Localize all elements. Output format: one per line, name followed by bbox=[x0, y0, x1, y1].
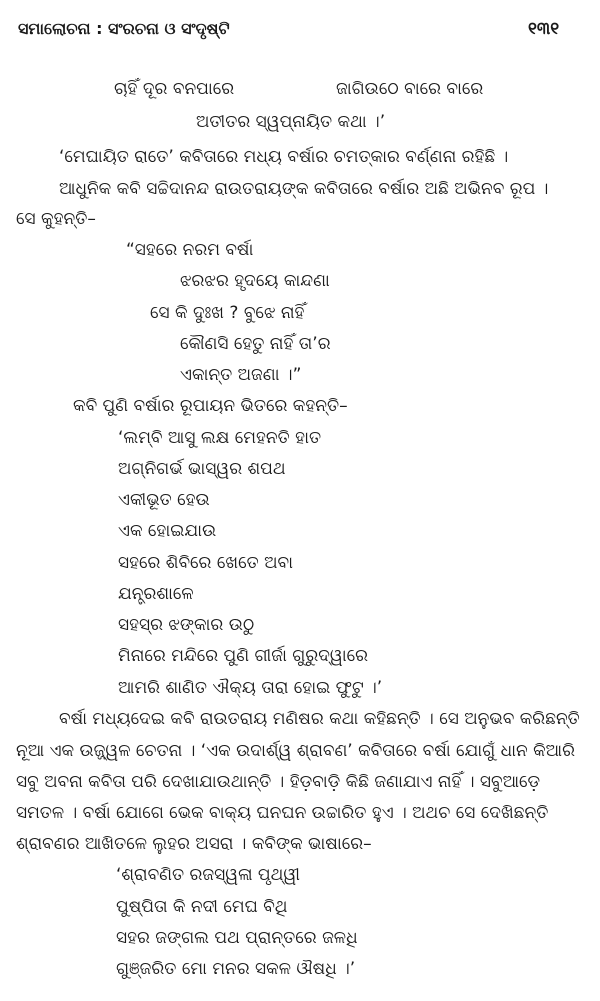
verse-line: ଅଗ୍ନିଗର୍ଭ ଭାସ୍ୱର ଶପଥ bbox=[118, 459, 286, 479]
verse-line: ଏକ ହୋଇଯାଉ bbox=[118, 521, 217, 541]
verse-line: ସହସ୍ର ଝଙ୍କାର ଉଠୁ bbox=[118, 615, 255, 635]
verse-line: କୌଣସି ହେତୁ ନାହିଁ ତା’ର bbox=[180, 334, 331, 354]
running-title: ସମାଲୋଚନା : ସଂରଚନା ଓ ସଂଦୃଷ୍ଟି bbox=[18, 19, 230, 38]
verse-line: ଏକାନ୍ତ ଅଜଣା ।” bbox=[180, 365, 302, 385]
paragraph-line: ସେ କୁହନ୍ତି– bbox=[16, 209, 96, 229]
paragraph-line: ସବୁ ଅବନା କବିତା ପରି ଦେଖାଯାଉଥାନ୍ତି । ହିଡ଼ବାଡ଼ି କିଛି ଜଣାଯାଏ ନାହିଁ । ସବୁଆଡ଼େ bbox=[16, 772, 541, 792]
verse-line: ଜାଗିଉଠେ ବାରେ ବାରେ bbox=[336, 79, 484, 99]
paragraph-line: ବର୍ଷା ମଧ୍ୟଦେଇ କବି ରାଉତରାୟ ମଣିଷର କଥା କହିଛନ୍ତି । ସେ ଅନୁଭବ କରିଛନ୍ତି bbox=[59, 709, 580, 729]
verse-line: ସେ କି ଦୁଃଖ ? ବୁଝେ ନାହିଁ bbox=[150, 303, 305, 323]
verse-line: ‘ଲମ୍ବି ଆସୁ ଲକ୍ଷ ମେହନତି ହାତ bbox=[118, 428, 322, 448]
paragraph-line: ସମତଳ । ବର୍ଷା ଯୋଗେ ଭେକ ବାକ୍ୟ ଘନଘନ ଉଚ୍ଚାରିତ ହୁଏ । ଅଥଚ ସେ ଦେଖିଛନ୍ତି bbox=[16, 803, 549, 823]
verse-line: ମିନାରେ ମନ୍ଦିରେ ପୁଣି ଗୀର୍ଜା ଗୁରୁଦ୍ୱାରେ bbox=[118, 646, 369, 666]
verse-line: ଏକୀଭୂତ ହେଉ bbox=[118, 490, 210, 510]
verse-line: ଆମରି ଶାଣିତ ଐକ୍ୟ ତାରା ହୋଇ ଫୁଟୁ ।’ bbox=[118, 678, 383, 698]
verse-line: ସହରେ ଶିବିରେ ଖେତେ ଅବା bbox=[118, 553, 294, 573]
verse-line: ପୁଷ୍ପିତା କି ନଦୀ ମେଘ ବିଥି bbox=[116, 897, 288, 917]
verse-line: ଅତୀତର ସ୍ୱପ୍ନାୟିତ କଥା ।’ bbox=[196, 112, 386, 132]
verse-line: ଝରଝର ହୃଦୟେ କାନ୍ଦଣା bbox=[180, 271, 330, 291]
verse-line: ସହର ଜଙ୍ଗଲ ପଥ ପ୍ରାନ୍ତରେ ଜଳଧି bbox=[116, 928, 358, 948]
paragraph-line: କବି ପୁଣି ବର୍ଷାର ରୂପାୟନ ଭିତରେ କହନ୍ତି– bbox=[73, 396, 348, 416]
verse-line: “ସହରେ ନରମ ବର୍ଷା bbox=[126, 240, 254, 260]
verse-line: ଗୁଞ୍ଜରିତ ମୋ ମନର ସକଳ ଔଷଧି ।’ bbox=[116, 959, 356, 979]
verse-line: ଚାହିଁ ଦୂର ବନପାରେ bbox=[114, 79, 235, 99]
paragraph-line: ‘ମେଘାୟିତ ରାତେ’ କବିତାରେ ମଧ୍ୟ ବର୍ଷାର ଚମତ୍କାର ବର୍ଣ୍ଣନା ରହିଛି । bbox=[59, 147, 509, 167]
verse-line: ଯନ୍ତ୍ରଶାଳେ bbox=[118, 584, 194, 604]
paragraph-line: ଶ୍ରାବଣର ଆଖିତଳେ ଲୁହର ଅସରା । କବିଙ୍କ ଭାଷାରେ– bbox=[16, 834, 372, 854]
verse-line: ‘ଶ୍ରାବଣିତ ରଜସ୍ୱଳା ପୃଥ୍ୱୀ bbox=[116, 865, 300, 885]
paragraph-line: ନୂଆ ଏକ ଉଜ୍ଜ୍ୱଳ ଚେତନା । ‘ଏକ ଉଦାର୍ଶ୍ୱ ଶ୍ରାବଣ’ କବିତାରେ ବର୍ଷା ଯୋଗୁଁ ଧାନ କିଆରି bbox=[16, 741, 576, 761]
page-number: ୧୩୧ bbox=[528, 19, 560, 39]
paragraph-line: ଆଧୁନିକ କବି ସଚ୍ଚିଦାନନ୍ଦ ରାଉତରାୟଙ୍କ କବିତାରେ ବର୍ଷାର ଅଛି ଅଭିନବ ରୂପ । bbox=[59, 179, 549, 199]
